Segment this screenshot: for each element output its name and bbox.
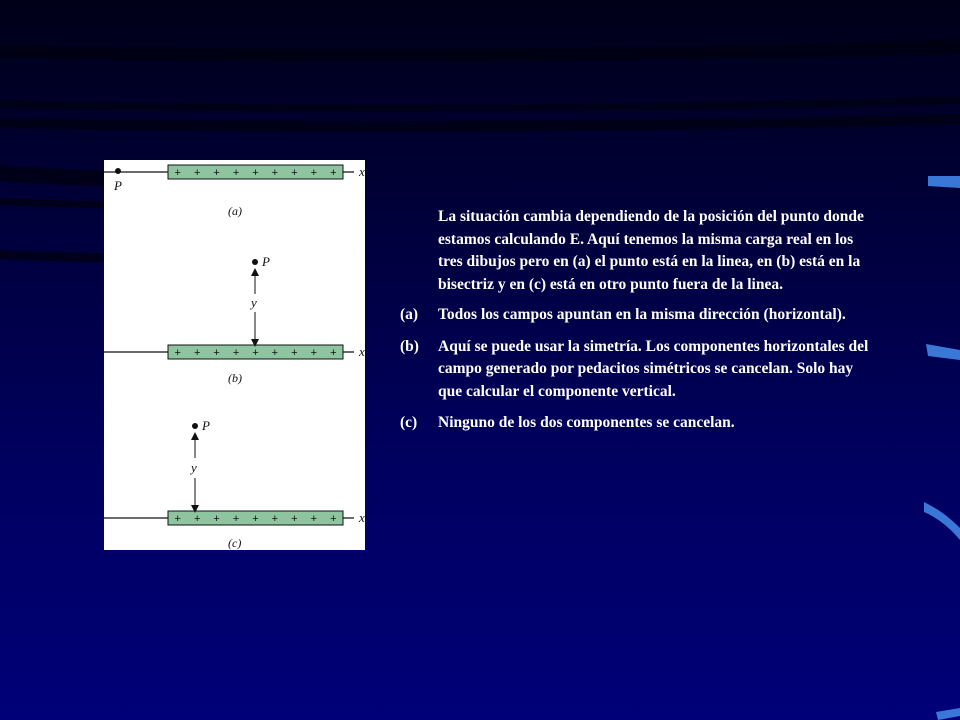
list-item-c xyxy=(400,412,870,435)
rod-charges xyxy=(174,347,336,359)
rod-charges xyxy=(174,513,336,525)
charge-plus: + xyxy=(232,513,240,525)
charge-diagram xyxy=(104,160,365,550)
charge-plus: + xyxy=(213,347,220,359)
charge-plus: + xyxy=(310,167,318,179)
charge-plus: + xyxy=(232,347,240,359)
distance-label: y xyxy=(191,460,197,475)
charge-diagram-svg xyxy=(104,160,365,550)
list-item-text: Ninguno de los dos componentes se cancelan. xyxy=(438,414,735,431)
axis-label: x xyxy=(359,344,365,359)
charge-plus: + xyxy=(291,513,298,525)
point-p xyxy=(192,423,198,429)
charge-plus: + xyxy=(330,167,337,179)
list-item-label: (b) xyxy=(400,337,419,355)
intro-paragraph: La situación cambia dependiendo de la posición del punto donde estamos calculando E. Aquí tenemos la misma carga real en los tres dibujos pero en (a) el punto está en la linea, en (b) está en la bisectriz y en (c) está en otro punto fuera de la linea. xyxy=(438,208,864,293)
charge-plus: + xyxy=(174,167,181,179)
panel-caption: (c) xyxy=(228,536,242,550)
charge-plus: + xyxy=(271,347,279,359)
axis-label: x xyxy=(359,510,365,525)
distance-label: y xyxy=(251,295,257,310)
list-item-label: (a) xyxy=(400,306,419,323)
panel-caption: (b) xyxy=(228,371,242,385)
charge-plus: + xyxy=(193,513,201,525)
charge-plus: + xyxy=(252,167,259,179)
charge-plus: + xyxy=(193,167,201,179)
charge-plus: + xyxy=(330,513,337,525)
list-item-text: Aquí se puede usar la simetría. Los componentes horizontales del campo generado por pedacitos simétricos se cancelan. Solo hay que calcular el componente vertical. xyxy=(438,337,869,400)
panel-a xyxy=(104,164,365,218)
charge-plus: + xyxy=(193,347,201,359)
charge-plus: + xyxy=(271,513,279,525)
charge-plus: + xyxy=(310,513,318,525)
panel-caption: (a) xyxy=(228,204,242,218)
charge-plus: + xyxy=(213,513,220,525)
charge-plus: + xyxy=(252,347,259,359)
point-label: P xyxy=(262,254,270,269)
point-label: P xyxy=(114,178,122,193)
axis-label: x xyxy=(359,164,365,179)
charge-plus: + xyxy=(291,167,298,179)
point-p xyxy=(115,168,121,174)
list-item-b xyxy=(400,336,870,404)
charge-plus: + xyxy=(271,167,279,179)
charge-plus: + xyxy=(213,167,220,179)
panel-c xyxy=(104,418,365,550)
list-item-label: (c) xyxy=(400,414,418,431)
charge-plus: + xyxy=(252,513,259,525)
charge-plus: + xyxy=(310,347,318,359)
right-edge-stripes xyxy=(924,176,960,720)
point-label: P xyxy=(202,418,210,433)
charge-plus: + xyxy=(174,513,181,525)
charge-plus: + xyxy=(291,347,298,359)
rod-charges xyxy=(174,167,336,179)
point-p xyxy=(252,259,258,265)
list-item-text: Todos los campos apuntan en la misma dirección (horizontal). xyxy=(438,306,846,323)
charge-plus: + xyxy=(232,167,240,179)
charge-plus: + xyxy=(174,347,181,359)
panel-b xyxy=(104,254,365,385)
list-item-a xyxy=(400,304,870,327)
charge-plus: + xyxy=(330,347,337,359)
explanation-text xyxy=(400,206,870,444)
